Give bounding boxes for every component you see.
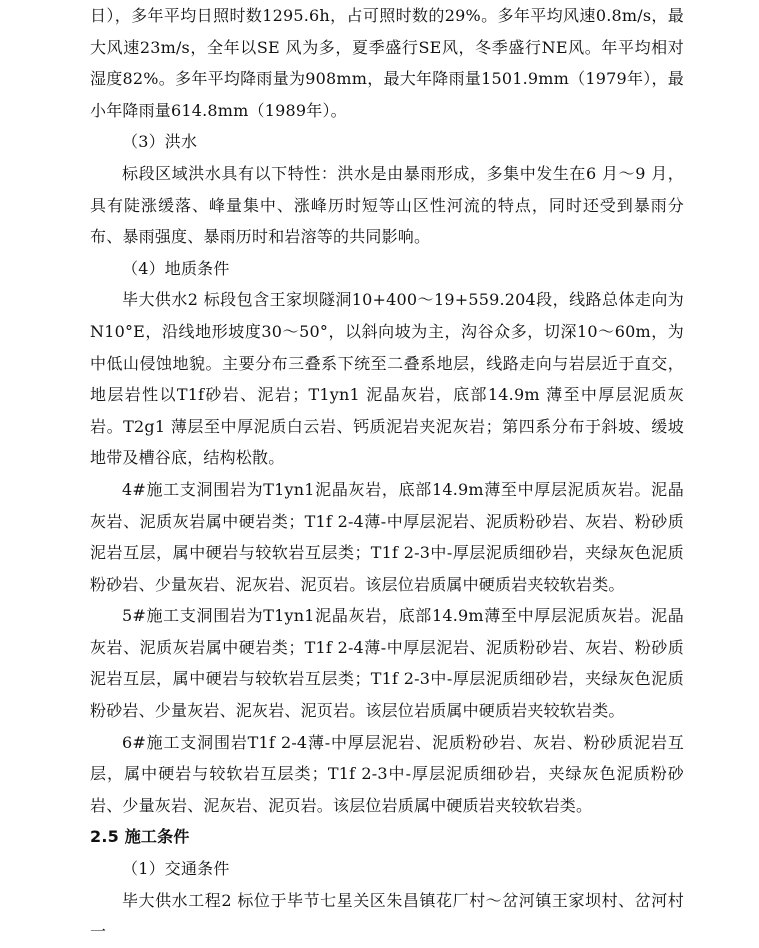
flood-paragraph: 标段区域洪水具有以下特性：洪水是由暴雨形成，多集中发生在6 月～9 月，具有陡涨缓落、峰量集中、涨峰历时短等山区性河流的特点，同时还受到暴雨分布、暴雨强度、暴雨历时和岩溶等的共同影响。 (90, 163, 684, 247)
document-page (90, 0, 684, 948)
traffic-paragraph: 毕大供水工程2 标位于毕节七星关区朱昌镇花厂村～岔河镇王家坝村、岔河村一 (90, 890, 684, 942)
climate-paragraph-continued: 日），多年平均日照时数1295.6h，占可照时数的29%。多年平均风速0.8m/s，最大风速23m/s，全年以SE 风为多，夏季盛行SE风，冬季盛行NE风。年平均相对湿度82%。多年平均降雨量为908mm，最大年降雨量1501.9mm（1979年），最小年降雨量614.8mm（1989年）。 (90, 6, 684, 120)
tunnel-6-paragraph: 6#施工支洞围岩T1f 2-4薄-中厚层泥岩、泥质粉砂岩、灰岩、粉砂质泥岩互层，属中硬岩与较软岩互层类；T1f 2-3中-厚层泥质细砂岩，夹绿灰色泥质粉砂岩、少量灰岩、泥灰岩、泥页岩。该层位岩质属中硬质岩夹较软岩类。 (90, 732, 684, 815)
geology-paragraph: 毕大供水2 标段包含王家坝隧洞10+400～19+559.204段，线路总体走向为N10°E，沿线地形坡度30～50°，以斜向坡为主，沟谷众多，切深10～60m，为中低山侵蚀地貌。主要分布三叠系下统至二叠系地层，线路走向与岩层近于直交，地层岩性以T1f砂岩、泥岩；T1yn1 泥晶灰岩，底部14.9m 薄至中厚层泥质灰岩。T2g1 薄层至中厚泥质白云岩、钙质泥岩夹泥灰岩；第四系分布于斜坡、缓坡地带及槽谷底，结构松散。 (90, 290, 684, 468)
section-heading: 2.5 施工条件 (90, 827, 190, 847)
traffic-subtitle: （1）交通条件 (122, 859, 230, 879)
tunnel-4-paragraph: 4#施工支洞围岩为T1yn1泥晶灰岩，底部14.9m薄至中厚层泥质灰岩。泥晶灰岩、泥质灰岩属中硬岩类；T1f 2-4薄-中厚层泥岩、泥质粉砂岩、灰岩、粉砂质泥岩互层，属中硬岩与较软岩互层类；T1f 2-3中-厚层泥质细砂岩，夹绿灰色泥质粉砂岩、少量灰岩、泥灰岩、泥页岩。该层位岩质属中硬质岩夹较软岩类。 (90, 479, 684, 594)
flood-subtitle: （3）洪水 (122, 132, 198, 152)
tunnel-5-paragraph: 5#施工支洞围岩为T1yn1泥晶灰岩，底部14.9m薄至中厚层泥质灰岩。泥晶灰岩、泥质灰岩属中硬岩类；T1f 2-4薄-中厚层泥岩、泥质粉砂岩、灰岩、粉砂质泥岩互层，属中硬岩与较软岩互层类；T1f 2-3中-厚层泥质细砂岩，夹绿灰色泥质粉砂岩、少量灰岩、泥灰岩、泥页岩。该层位岩质属中硬质岩夹较软岩类。 (90, 606, 684, 721)
geology-subtitle: （4）地质条件 (122, 258, 230, 278)
